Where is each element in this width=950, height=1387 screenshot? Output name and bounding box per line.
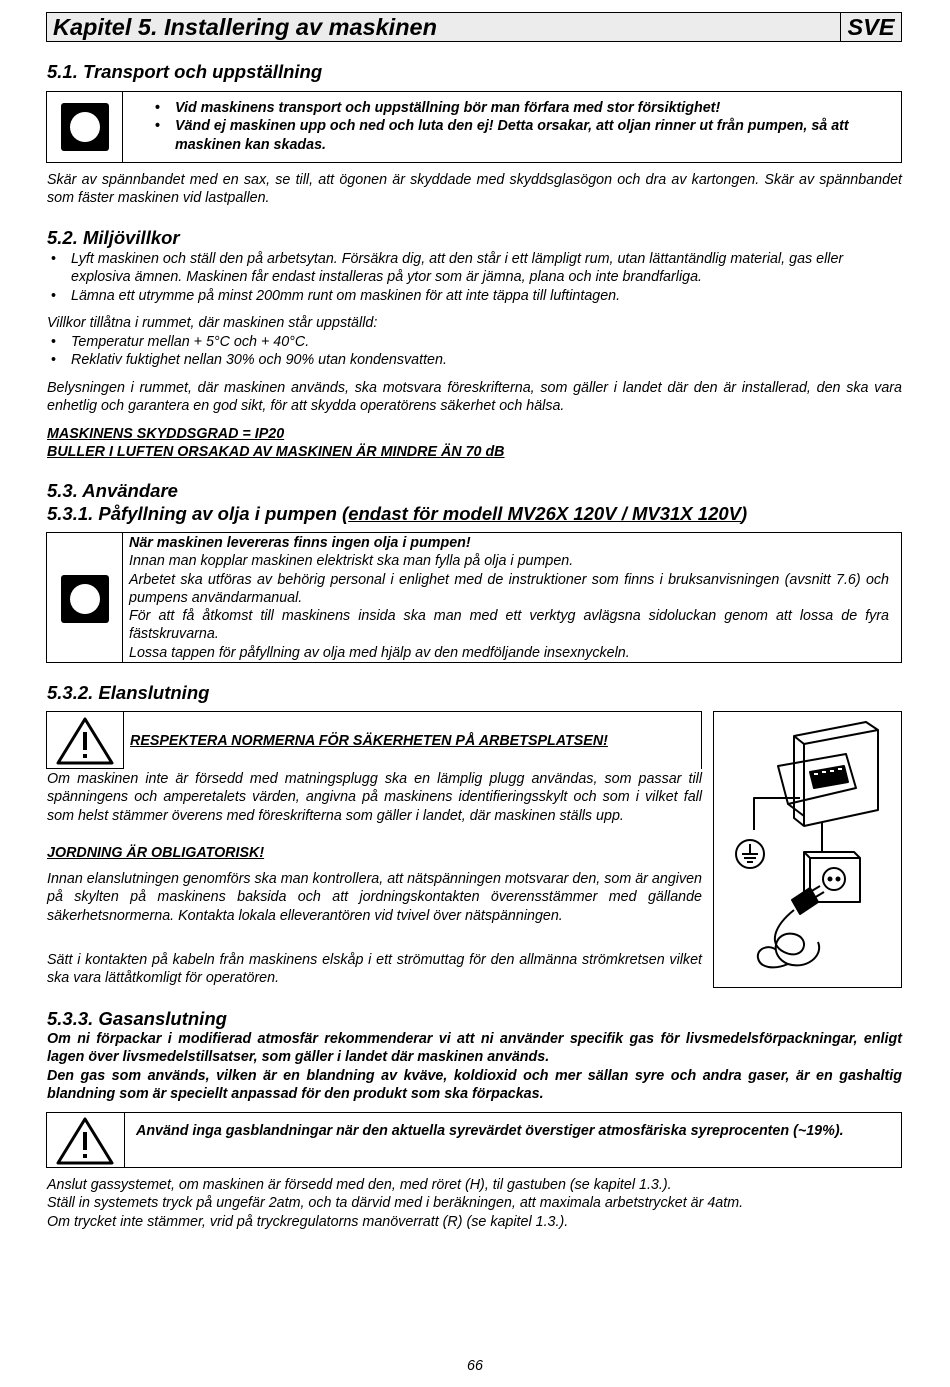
list-item: • Temperatur mellan + 5°C och + 40°C. xyxy=(47,333,902,351)
electrical-box-drawing xyxy=(714,712,901,987)
list-item: • Vänd ej maskinen upp och ned och luta den ej! Detta orsakar, att oljan rinner ut från pumpen, så att maskinen kan skadas. xyxy=(151,117,896,154)
section-heading-5-3: 5.3. Användare xyxy=(47,480,178,501)
gas-connection-steps xyxy=(47,1176,902,1231)
noise-note: BULLER I LUFTEN ORSAKAD AV MASKINEN ÄR MINDRE ÄN 70 dB xyxy=(47,444,505,460)
read-manual-icon xyxy=(61,575,109,623)
paragraph-lighting: Belysningen i rummet, där maskinen används, ska motsvara föreskrifterna, som gäller i landet där den är installerad, den ska vara enhetlig och garantera en god sikt, för att skydda operatörens säkerhet och hälsa. xyxy=(47,380,902,415)
oxygen-warning: Använd inga gasblandningar när den aktuella syrevärdet överstiger atmosfäriska syreprocenten (~19%). xyxy=(136,1123,844,1139)
chapter-header xyxy=(46,12,902,42)
notice-icon-cell xyxy=(47,92,123,162)
transport-warning-list xyxy=(151,99,896,154)
conditions-intro: Villkor tillåtna i rummet, där maskinen står uppställd: xyxy=(47,315,378,331)
oil-notice-line: Innan man kopplar maskinen elektriskt ska man fylla på olja i pumpen. xyxy=(129,553,574,570)
paragraph-voltage: Innan elanslutningen genomförs ska man kontrollera, att nätspänningen motsvarar den, som är angiven på skylten på maskinens baksida och att jordningskontakten överensstämmer med gällande säkerhetsnormerna. Kontakta lokala elleverantören vid tvivel över nätspänningen. xyxy=(47,871,702,924)
grounding-note: JORDNING ÄR OBLIGATORISK! xyxy=(47,845,265,861)
oil-notice-line: Arbetet ska utföras av behörig personal i enlighet med de instruktioner som finns i bruksanvisningen (avsnitt 7.6) och pumpens användarmanual. xyxy=(129,571,889,606)
warning-triangle-icon xyxy=(55,1116,115,1166)
oil-notice-text xyxy=(129,534,889,662)
conditions-list xyxy=(47,333,902,370)
section-heading-5-1: 5.1. Transport och uppställning xyxy=(47,61,323,82)
gas-recommendation: Om ni förpackar i modifierad atmosfär rekommenderar vi att ni använder specifik gas för livsmedelsförpackningar, enligt lagen över livsmedelstillsatser, som gäller i landet där maskinen används. xyxy=(47,1031,902,1066)
read-manual-icon xyxy=(61,103,109,151)
gas-step-line: Ställ in systemets tryck på ungefär 2atm, och ta därvid med i beräkningen, att maximala arbetstrycket är 4atm. xyxy=(47,1195,744,1212)
electrical-illustration xyxy=(713,711,902,988)
list-item: • Reklativ fuktighet nellan 30% och 90% utan kondensvatten. xyxy=(47,351,902,369)
heading-prefix: 5.3.1. Påfyllning av olja i pumpen ( xyxy=(47,503,349,524)
section-heading-5-3-2: 5.3.2. Elanslutning xyxy=(47,682,210,703)
language-code: SVE xyxy=(840,13,901,41)
list-item: • Lämna ett utrymme på minst 200mm runt om maskinen för att inte täppa till luftintagen. xyxy=(47,287,902,305)
oil-notice-line: Lossa tappen för påfyllning av olja med hjälp av den medföljande insexnyckeln. xyxy=(129,644,630,661)
heading-model-note: endast för modell MV26X 120V / MV31X 120V xyxy=(348,503,741,524)
warning-text-cell xyxy=(124,711,702,769)
notice-icon-cell xyxy=(47,533,123,662)
warning-triangle-icon xyxy=(55,716,115,766)
gas-step-line: Om trycket inte stämmer, vrid på tryckregulatorns manöverratt (R) (se kapitel 1.3.). xyxy=(47,1213,569,1230)
heading-suffix: ) xyxy=(741,503,748,524)
list-item: • Lyft maskinen och ställ den på arbetsytan. Försäkra dig, att den står i ett lämpligt rum, utan lättantändlig material, gas eller explosiva ämnen. Maskinen får endast installeras på ytor som är jämna, plana och inte brandfarliga. xyxy=(47,250,902,287)
gas-mixture-description: Den gas som används, vilken är en blandning av kväve, koldioxid och mer sällan syre och andra gaser, är en gashaltig blandning som är speciellt anpassad för den produkt som ska förpackas. xyxy=(47,1068,902,1103)
gas-warning-box xyxy=(46,1112,902,1168)
paragraph-unpacking: Skär av spännbandet med en sax, se till, att ögonen är skyddade med skyddsglasögon och dra av kartongen. Skär av spännbandet som fäster maskinen vid lastpallen. xyxy=(47,172,902,207)
section-heading-5-2: 5.2. Miljövillkor xyxy=(47,227,180,248)
oil-notice-line: För att få åtkomst till maskinens insida ska man med ett verktyg avlägsna sidoluckan genom att lossa de fyra fästskruvarna. xyxy=(129,608,889,643)
paragraph-plug: Om maskinen inte är försedd med matningsplugg ska en lämplig plugg användas, som passar till spänningens och amperetalets värden, angivna på maskinens identifieringsskylt och som i vilket fall som helst stämmer överens med föreskrifterna som gäller i landet, där maskinen ställs upp. xyxy=(47,771,702,824)
section-heading-5-3-3: 5.3.3. Gasanslutning xyxy=(47,1008,227,1029)
list-item: • Vid maskinens transport och uppställning bör man förfara med stor försiktighet! xyxy=(151,99,896,117)
page-number: 66 xyxy=(467,1358,483,1374)
gas-step-line: Anslut gassystemet, om maskinen är försedd med den, med röret (H), til gastuben (se kapitel 1.3.). xyxy=(47,1177,672,1193)
warning-icon-box xyxy=(46,711,124,769)
warning-icon-cell xyxy=(47,1113,125,1167)
protection-class-note: MASKINENS SKYDDSGRAD = IP20 xyxy=(47,426,285,442)
workplace-safety-warning: RESPEKTERA NORMERNA FÖR SÄKERHETEN PÅ ARBETSPLATSEN! xyxy=(130,733,608,749)
notice-box-oil xyxy=(46,532,902,663)
chapter-title: Kapitel 5. Installering av maskinen xyxy=(53,14,437,40)
oil-notice-line: När maskinen levereras finns ingen olja i pumpen! xyxy=(129,535,471,551)
environment-list xyxy=(47,250,902,305)
section-heading-5-3-1 xyxy=(47,502,747,525)
paragraph-socket: Sätt i kontakten på kabeln från maskinens elskåp i ett strömuttag för den allmänna strömkretsen vilket ska vara lättåtkomligt för operatören. xyxy=(47,952,702,987)
notice-box-transport xyxy=(46,91,902,163)
